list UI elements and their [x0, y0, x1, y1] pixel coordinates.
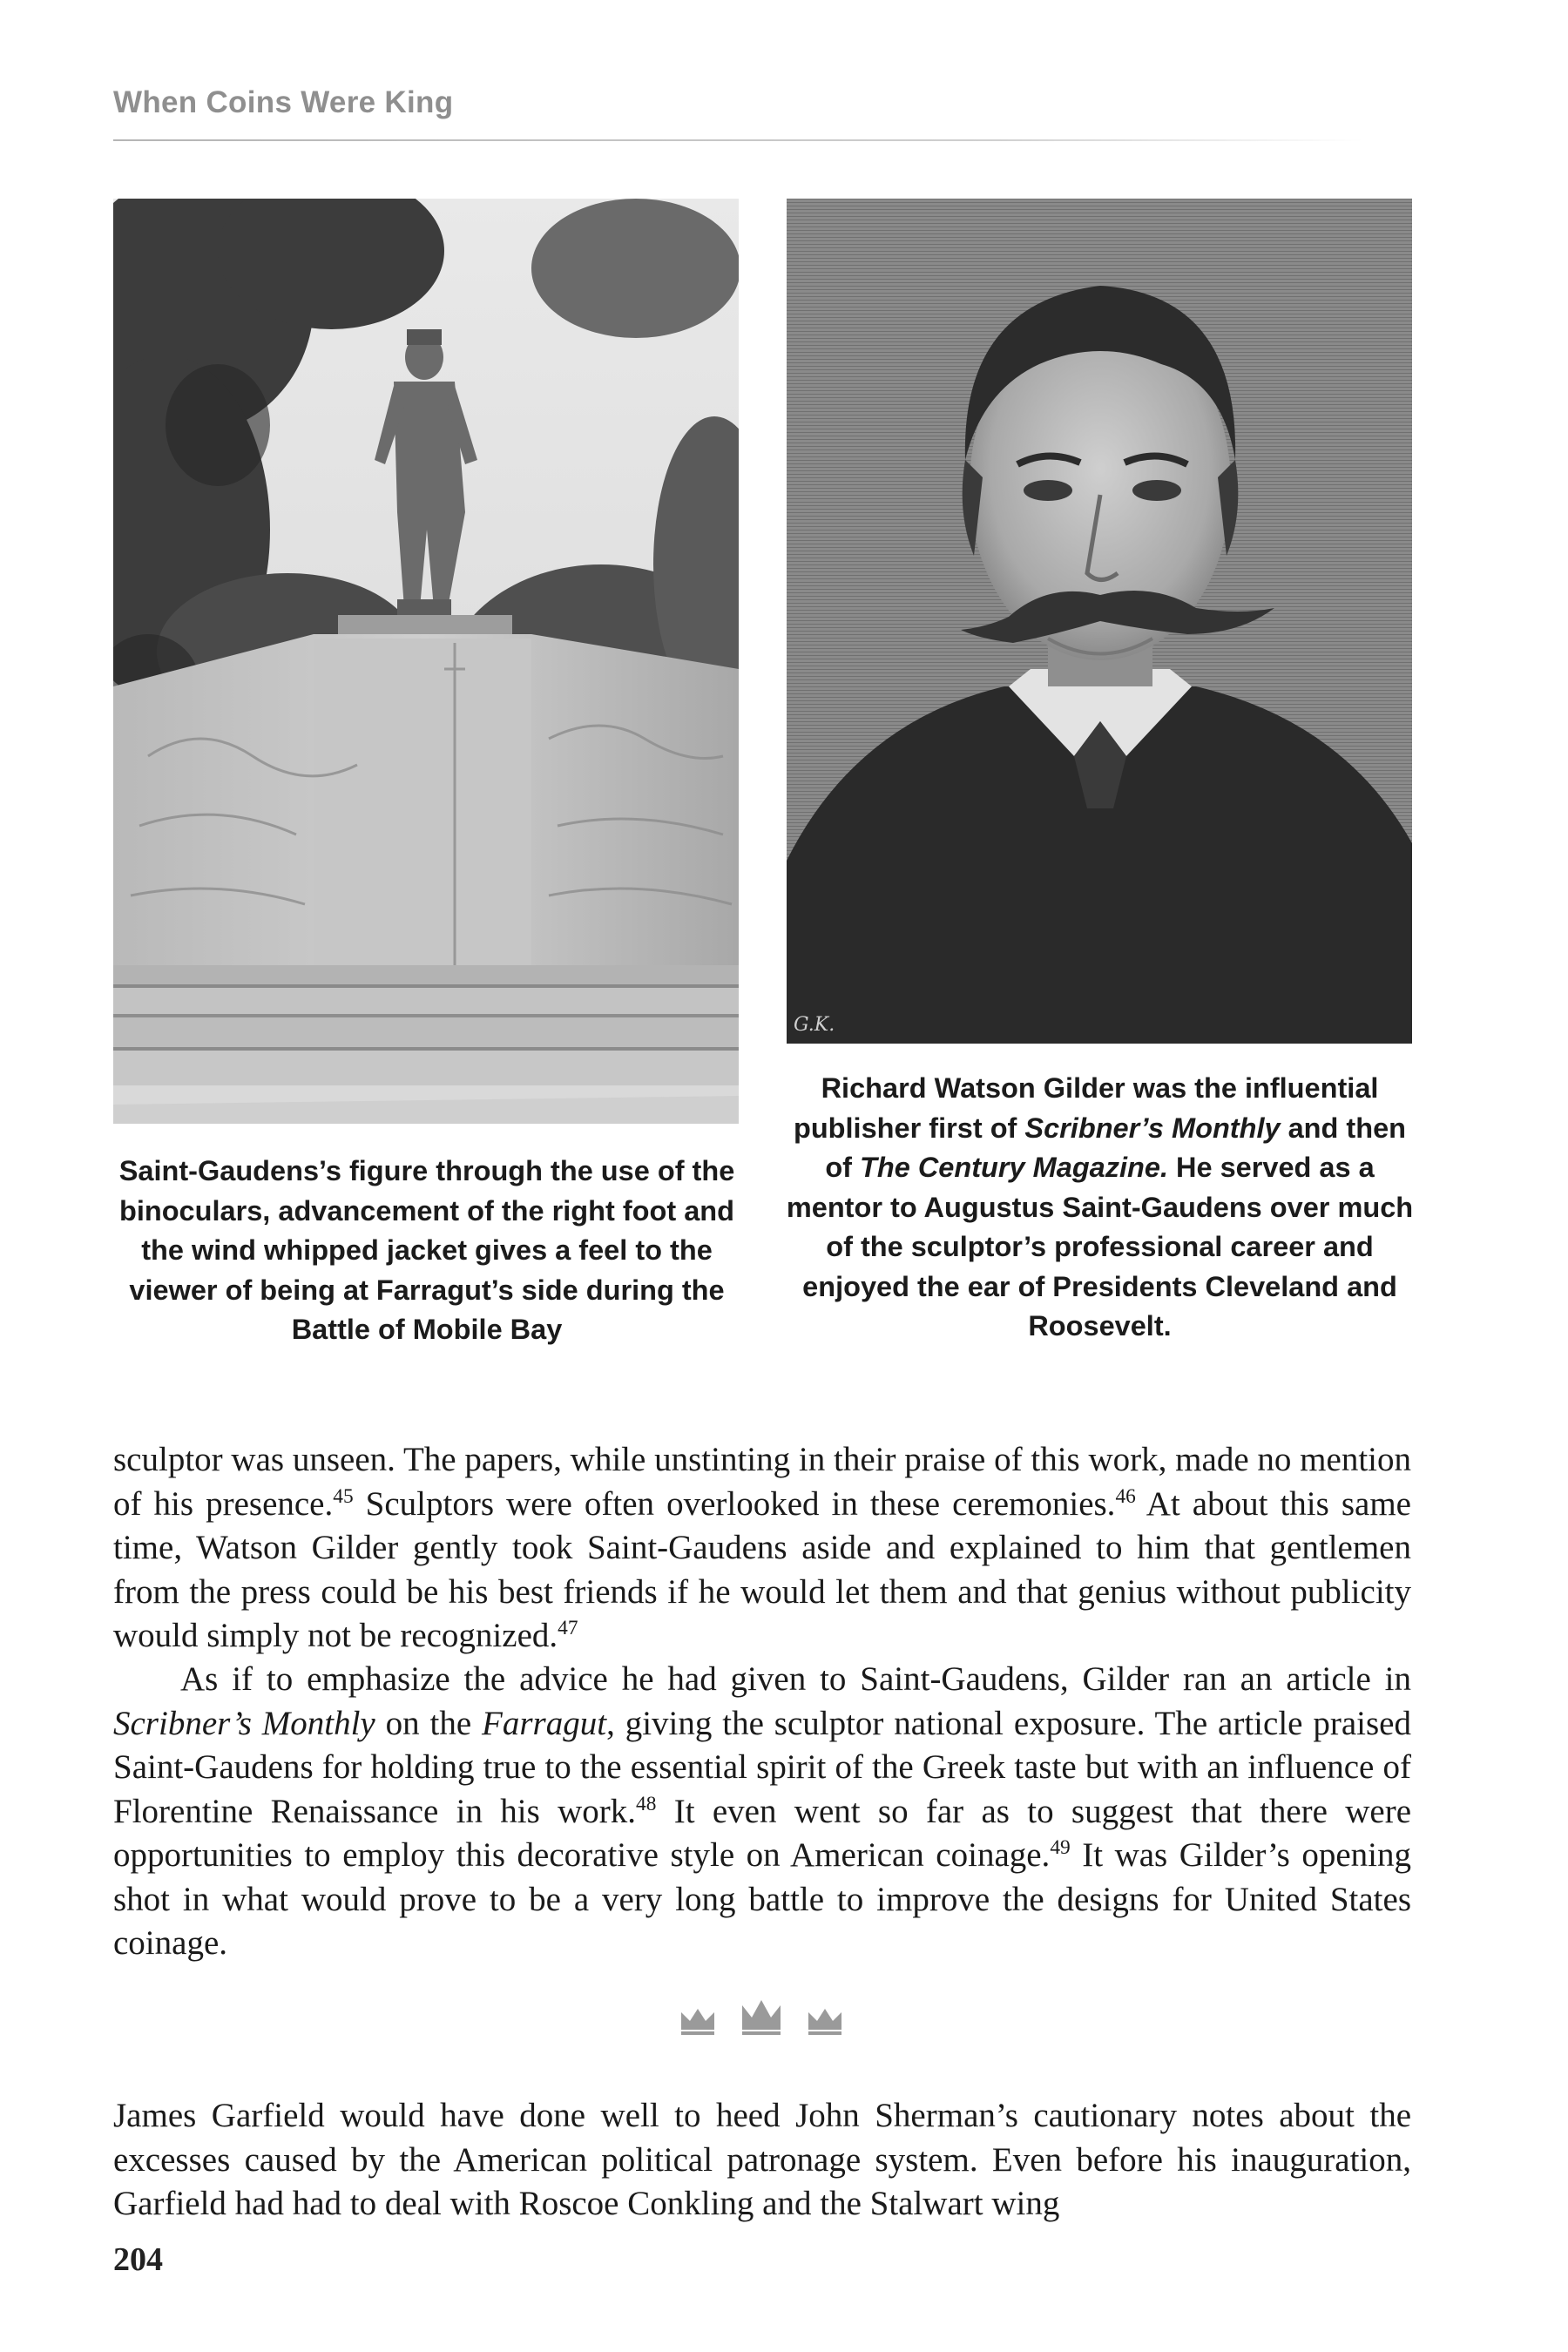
- caption-gilder-portrait: [784, 1069, 1416, 1347]
- footnote-ref: 47: [558, 1617, 578, 1639]
- paragraph-text: on the: [375, 1704, 483, 1742]
- gilder-portrait-engraving: [787, 199, 1412, 1044]
- body-paragraph: [113, 1658, 1411, 1966]
- footnote-ref: 45: [333, 1484, 354, 1508]
- paragraph-text: It was Gilder’s opening shot in what would prove to be a very long battle to improve the designs for United States coinage.: [113, 1836, 1411, 1962]
- engraver-mark: G.K.: [794, 1014, 835, 1036]
- footnote-ref: 46: [1115, 1484, 1136, 1508]
- publication-title: Scribner’s Monthly: [1024, 1112, 1281, 1144]
- three-crowns-icon: [674, 1995, 848, 2038]
- caption-text: Richard Watson Gilder was the influential publisher first of: [793, 1072, 1379, 1144]
- artwork-title: Farragut: [482, 1704, 607, 1742]
- page-number: 204: [113, 2241, 163, 2278]
- caption-farragut-statue: Saint-Gaudens’s figure through the use of the binoculars, advancement of the right foot and the wind whipped jacket gives a feel to the viewer of being at Farragut’s side during the Battle of Mobile Bay: [118, 1155, 735, 1345]
- paragraph-text: Sculptors were often overlooked in these ceremonies.: [353, 1484, 1116, 1523]
- publication-title: The Century Magazine.: [860, 1152, 1168, 1183]
- caption-text: and then of: [825, 1112, 1407, 1183]
- footnote-ref: 49: [1050, 1836, 1071, 1859]
- farragut-statue-photo: [113, 199, 739, 1124]
- header-rule: [113, 139, 1363, 141]
- paragraph-text: , giving the sculptor national exposure. The article praised Saint-Gaudens for holding true to the essential spirit of the Greek taste but with an influence of Florentine Renaissance in his work.: [113, 1704, 1411, 1830]
- body-paragraph: [113, 1438, 1411, 1659]
- footnote-ref: 48: [636, 1792, 657, 1815]
- paragraph-text: As if to emphasize the advice he had given to Saint-Gaudens, Gilder ran an article in: [180, 1660, 1411, 1698]
- paragraph-text: At about this same time, Watson Gilder gently took Saint-Gaudens aside and explained to him that gentlemen from the press could be his best friends if he would let them and that genius without publicity would simply not be recognized.: [113, 1484, 1411, 1654]
- body-paragraph: James Garfield would have done well to heed John Sherman’s cautionary notes about the excesses caused by the American political patronage system. Even before his inauguration, Garfield had had to deal with Roscoe Conkling and the Stalwart wing: [113, 2097, 1411, 2222]
- paragraph-text: It even went so far as to suggest that there were opportunities to employ this decorative style on American coinage.: [113, 1792, 1412, 1874]
- caption-text: He served as a mentor to Augustus Saint-Gaudens over much of the sculptor’s professional career and enjoyed the ear of Presidents Cleveland and Roosevelt.: [786, 1152, 1414, 1342]
- paragraph-text: sculptor was unseen. The papers, while unstinting in their praise of this work, made no mention of his presence.: [113, 1441, 1411, 1523]
- running-head: When Coins Were King: [113, 85, 454, 119]
- publication-title: Scribner’s Monthly: [113, 1704, 375, 1742]
